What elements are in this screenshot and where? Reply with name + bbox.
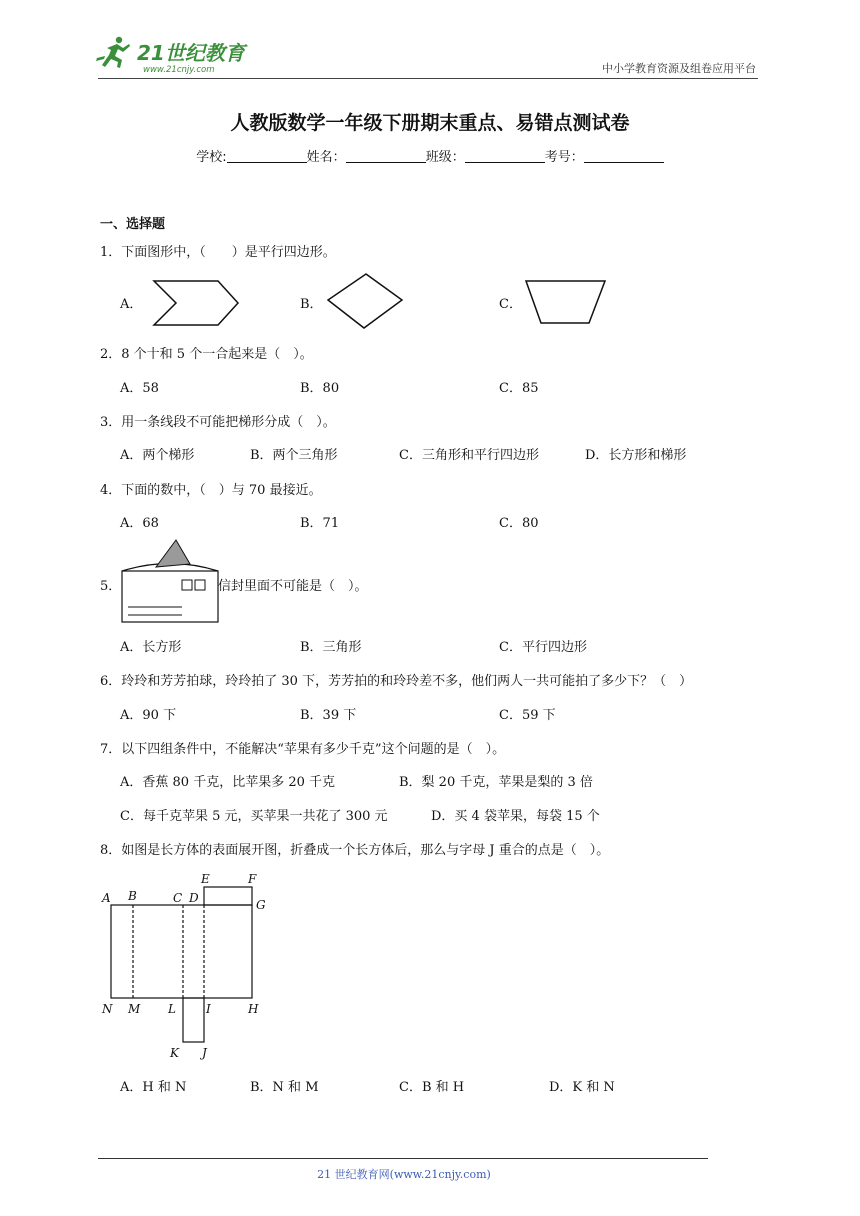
- q7-option-a[interactable]: A．香蕉 80 千克，比苹果多 20 千克: [120, 775, 336, 790]
- q5-option-b[interactable]: B．三角形: [300, 640, 362, 655]
- footer-divider: [98, 1158, 708, 1159]
- question-8-stem: 8．如图是长方体的表面展开图，折叠成一个长方体后，那么与字母 J 重合的点是（ ）。: [100, 843, 610, 858]
- label-d: D: [189, 891, 199, 905]
- q8-option-b[interactable]: B．N 和 M: [250, 1080, 319, 1095]
- label-h: H: [248, 1002, 259, 1016]
- class-label: 班级：: [425, 150, 465, 165]
- logo-url: www.21cnjy.com: [143, 65, 215, 74]
- section-title: 一、选择题: [100, 217, 166, 232]
- header-platform-text: 中小学教育资源及组卷应用平台: [602, 62, 756, 75]
- q2-option-c[interactable]: C．85: [499, 381, 539, 396]
- header-divider: [98, 78, 758, 79]
- question-5-stem: 信封里面不可能是（ ）。: [218, 579, 368, 594]
- q8-box-net-figure: [100, 866, 280, 1066]
- name-label: 姓名：: [306, 150, 346, 165]
- q7-option-c[interactable]: C．每千克苹果 5 元，买苹果一共花了 300 元: [120, 809, 388, 824]
- q1-option-b[interactable]: B．: [300, 297, 323, 312]
- question-5-number: 5．: [100, 579, 122, 594]
- logo-text: 21世纪教育: [137, 41, 245, 65]
- question-2-stem: 2．8 个十和 5 个一合起来是（ ）。: [100, 347, 313, 362]
- question-6-stem: 6．玲玲和芳芳拍球，玲玲拍了 30 下，芳芳拍的和玲玲差不多，他们两人一共可能拍了多少下？（ ）: [100, 674, 693, 689]
- school-blank[interactable]: [227, 150, 307, 163]
- label-i: I: [206, 1002, 211, 1016]
- q4-option-b[interactable]: B．71: [300, 516, 340, 531]
- question-7-stem: 7．以下四组条件中，不能解决“苹果有多少千克”这个问题的是（ ）。: [100, 742, 506, 757]
- q6-option-b[interactable]: B．39 下: [300, 708, 357, 723]
- label-c: C: [173, 891, 183, 905]
- footer-text[interactable]: 21 世纪教育网(www.21cnjy.com): [317, 1168, 491, 1181]
- q3-option-d[interactable]: D．长方形和梯形: [585, 448, 687, 463]
- exam-no-blank[interactable]: [584, 150, 664, 163]
- label-b: B: [128, 889, 137, 903]
- label-f: F: [248, 872, 257, 886]
- q4-option-a[interactable]: A．68: [120, 516, 159, 531]
- q6-option-c[interactable]: C．59 下: [499, 708, 556, 723]
- exam-no-label: 考号：: [544, 150, 584, 165]
- q3-option-a[interactable]: A．两个梯形: [120, 448, 195, 463]
- q1-option-a[interactable]: A．: [120, 297, 143, 312]
- q2-option-b[interactable]: B．80: [300, 381, 340, 396]
- q3-option-c[interactable]: C．三角形和平行四边形: [399, 448, 539, 463]
- label-e: E: [201, 872, 210, 886]
- q5-option-c[interactable]: C．平行四边形: [499, 640, 587, 655]
- class-blank[interactable]: [465, 150, 545, 163]
- question-4-stem: 4．下面的数中，（ ）与 70 最接近。: [100, 483, 322, 498]
- q1-shape-a-chevron: [152, 278, 242, 326]
- question-1-stem: 1．下面图形中，（ ）是平行四边形。: [100, 245, 336, 260]
- school-label: 学校:: [196, 150, 227, 165]
- q7-option-b[interactable]: B．梨 20 千克，苹果是梨的 3 倍: [399, 775, 593, 790]
- q6-option-a[interactable]: A．90 下: [120, 708, 177, 723]
- q3-option-b[interactable]: B．两个三角形: [250, 448, 338, 463]
- label-n: N: [102, 1002, 113, 1016]
- question-3-stem: 3．用一条线段不可能把梯形分成（ ）。: [100, 415, 336, 430]
- label-g: G: [256, 898, 266, 912]
- q1-shape-c-trapezoid: [523, 278, 607, 326]
- q7-option-d[interactable]: D．买 4 袋苹果，每袋 15 个: [431, 809, 600, 824]
- label-l: L: [168, 1002, 176, 1016]
- q5-envelope-figure: [120, 538, 220, 624]
- label-a: A: [102, 891, 111, 905]
- student-info-line: [0, 146, 860, 165]
- q1-option-c[interactable]: C．: [499, 297, 522, 312]
- page-title: 人教版数学一年级下册期末重点、易错点测试卷: [230, 112, 630, 134]
- label-m: M: [128, 1002, 141, 1016]
- label-j: J: [202, 1046, 207, 1060]
- logo: [95, 34, 265, 74]
- q2-option-a[interactable]: A．58: [120, 381, 159, 396]
- label-k: K: [170, 1046, 179, 1060]
- q8-option-c[interactable]: C．B 和 H: [399, 1080, 465, 1095]
- name-blank[interactable]: [346, 150, 426, 163]
- q1-shape-b-rhombus: [326, 272, 404, 330]
- q8-option-d[interactable]: D．K 和 N: [549, 1080, 615, 1095]
- q8-option-a[interactable]: A．H 和 N: [120, 1080, 187, 1095]
- q4-option-c[interactable]: C．80: [499, 516, 539, 531]
- q5-option-a[interactable]: A．长方形: [120, 640, 182, 655]
